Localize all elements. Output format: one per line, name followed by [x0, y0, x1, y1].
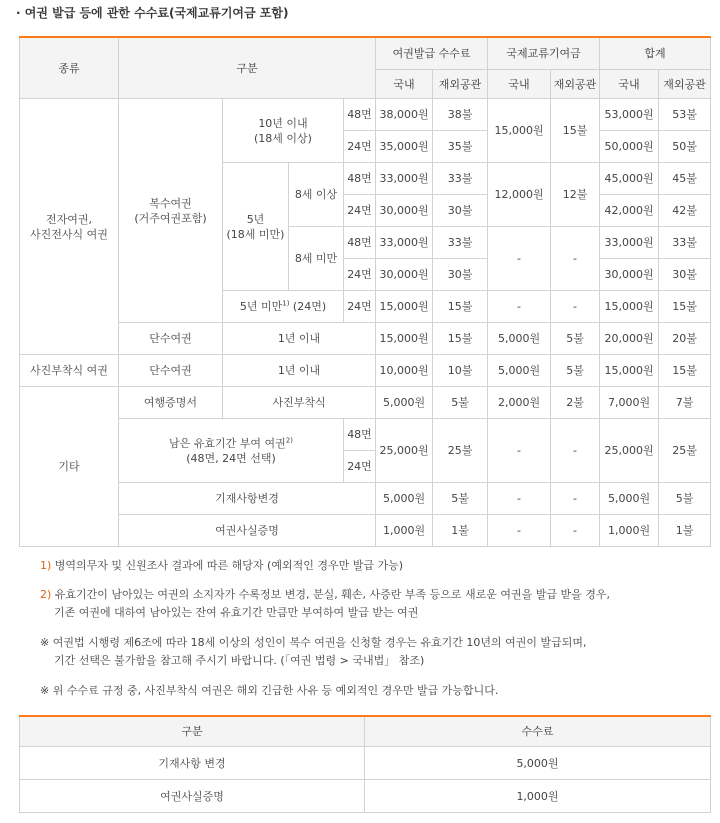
header-fee: 수수료: [365, 716, 711, 747]
header-overseas: 재외공관: [433, 70, 488, 99]
fee-cell: 33,000원: [600, 227, 659, 259]
dash-cell: -: [488, 483, 551, 515]
fee-cell: 53,000원: [600, 99, 659, 131]
header-row: [20, 37, 711, 70]
fee-cell: 25,000원: [376, 419, 433, 483]
fee-cell: 5불: [659, 483, 711, 515]
note-4: ※ 위 수수료 규정 중, 사진부착식 여권은 해외 긴급한 사유 등 예외적인 경우만 발급 가능합니다.: [40, 684, 499, 697]
fee-cell: 2,000원: [488, 387, 551, 419]
fee-cell: 35,000원: [376, 131, 433, 163]
table-row: [20, 355, 711, 387]
header-domestic: 국내: [600, 70, 659, 99]
table-row: [20, 387, 711, 419]
fact-cert-cell: 여권사실증명: [119, 515, 376, 547]
table-row: [20, 419, 711, 451]
fee-cell: 5,000원: [600, 483, 659, 515]
pages-cell: 48면: [344, 99, 376, 131]
fee-cell: 15,000원: [600, 355, 659, 387]
dash-cell: -: [551, 419, 600, 483]
fee-cell: 33,000원: [376, 227, 433, 259]
fee-cell: 50,000원: [600, 131, 659, 163]
header-row: [20, 716, 711, 747]
note-2: 2) 유효기간이 남아있는 여권의 소지자가 수록정보 변경, 분실, 훼손, 사증란 부족 등으로 새로운 여권을 발급 받을 경우, 기존 여권에 대하여 남아있는 잔여 유효기간 만큼만 부여하여 발급 받는 여권: [40, 588, 611, 619]
dash-cell: -: [488, 227, 551, 291]
age-cell: 8세 이상: [289, 163, 344, 227]
fee-cell: 7,000원: [600, 387, 659, 419]
fee-cell: 25불: [659, 419, 711, 483]
header-category: 구분: [119, 37, 376, 99]
fee-table: [19, 36, 711, 547]
fee-cell: 53불: [659, 99, 711, 131]
validity-5y: 5년 (18세 미만): [223, 163, 289, 291]
pages-cell: 24면: [344, 451, 376, 483]
header-type: 종류: [20, 37, 119, 99]
header-domestic: 국내: [376, 70, 433, 99]
fee-cell: 5불: [551, 355, 600, 387]
fee-cell: 38,000원: [376, 99, 433, 131]
pages-cell: 48면: [344, 419, 376, 451]
table-row: [20, 780, 711, 813]
table-row: [20, 323, 711, 355]
remaining-validity-passport: 남은 유효기간 부여 여권$^{2)}$ (48면, 24면 선택): [119, 419, 344, 483]
fee-cell: 50불: [659, 131, 711, 163]
fee-cell: 2불: [551, 387, 600, 419]
validity-1y: 1년 이내: [223, 323, 376, 355]
dash-cell: -: [551, 227, 600, 291]
fee-cell: 12,000원: [488, 163, 551, 227]
fee-cell: 35불: [433, 131, 488, 163]
fee-cell: 15,000원: [376, 291, 433, 323]
fee-cell: 30불: [659, 259, 711, 291]
fee-cell: 5,000원: [376, 387, 433, 419]
travel-certificate: 여행증명서: [119, 387, 223, 419]
fee-cell: 15불: [433, 323, 488, 355]
record-change-cell: 기재사항변경: [119, 483, 376, 515]
pages-cell: 24면: [344, 291, 376, 323]
dash-cell: -: [551, 483, 600, 515]
fee-cell: 30불: [433, 195, 488, 227]
fee-cell: 33,000원: [376, 163, 433, 195]
note-3: ※ 여권법 시행령 제6조에 따라 18세 이상의 성인이 복수 여권을 신청할 경우는 유효기간 10년의 여권이 발급되며, 기간 선택은 불가함을 참고해 주시기 바랍니다. (「여권 법령 > 국내법」 참조): [40, 636, 587, 667]
header-category: 구분: [20, 716, 365, 747]
fee-cell: 30,000원: [376, 259, 433, 291]
fee-cell: 33불: [433, 163, 488, 195]
fee-cell: 30,000원: [376, 195, 433, 227]
fee-cell: 33불: [659, 227, 711, 259]
single-passport: 단수여권: [119, 355, 223, 387]
validity-1y: 1년 이내: [223, 355, 376, 387]
validity-10y: 10년 이내 (18세 이상): [223, 99, 344, 163]
change-fee-table: [19, 715, 711, 813]
category-cell: 기재사항 변경: [20, 747, 365, 780]
fee-cell: 15,000원: [488, 99, 551, 163]
pages-cell: 24면: [344, 131, 376, 163]
dash-cell: -: [488, 419, 551, 483]
pages-cell: 24면: [344, 259, 376, 291]
fee-cell: 38불: [433, 99, 488, 131]
fee-cell: 15불: [433, 291, 488, 323]
fee-cell: 45불: [659, 163, 711, 195]
note-1: 1) 병역의무자 및 신원조사 결과에 따른 해당자 (예외적인 경우만 발급 가능): [40, 559, 404, 572]
dash-cell: -: [551, 515, 600, 547]
page-title: · 여권 발급 등에 관한 수수료(국제교류기여금 포함): [16, 6, 289, 20]
table-row: [20, 747, 711, 780]
fee-cell: 20불: [659, 323, 711, 355]
table-row: [20, 515, 711, 547]
photo-attach-cell: 사진부착식: [223, 387, 376, 419]
validity-under5: 5년 미만$^{1)}$ (24면): [223, 291, 344, 323]
fee-cell: 1,000원: [600, 515, 659, 547]
type-other: 기타: [20, 387, 119, 547]
fee-cell: 15불: [659, 355, 711, 387]
fee-cell: 15불: [551, 99, 600, 163]
fee-cell: 30,000원: [600, 259, 659, 291]
type-electronic: 전자여권, 사진전사식 여권: [20, 99, 119, 355]
multi-passport: 복수여권 (거주여권포함): [119, 99, 223, 323]
dash-cell: -: [488, 291, 551, 323]
fee-cell: 1불: [433, 515, 488, 547]
fee-cell: 5,000원: [488, 323, 551, 355]
fee-cell: 1,000원: [376, 515, 433, 547]
header-domestic: 국내: [488, 70, 551, 99]
fee-cell: 45,000원: [600, 163, 659, 195]
fee-cell: 42,000원: [600, 195, 659, 227]
fee-cell: 30불: [433, 259, 488, 291]
fee-cell: 15,000원: [600, 291, 659, 323]
fee-cell: 15불: [659, 291, 711, 323]
fee-cell: 5,000원: [376, 483, 433, 515]
fee-cell: 25불: [433, 419, 488, 483]
fee-cell: 5,000원: [365, 747, 711, 780]
header-overseas: 재외공관: [551, 70, 600, 99]
table-row: [20, 99, 711, 131]
pages-cell: 24면: [344, 195, 376, 227]
fee-cell: 1,000원: [365, 780, 711, 813]
age-cell: 8세 미만: [289, 227, 344, 291]
fee-cell: 20,000원: [600, 323, 659, 355]
dash-cell: -: [488, 515, 551, 547]
fee-cell: 1불: [659, 515, 711, 547]
header-contribution: 국제교류기여금: [488, 37, 600, 70]
pages-cell: 48면: [344, 227, 376, 259]
fee-cell: 5불: [433, 387, 488, 419]
fee-cell: 33불: [433, 227, 488, 259]
single-passport: 단수여권: [119, 323, 223, 355]
fee-cell: 10,000원: [376, 355, 433, 387]
fee-cell: 5,000원: [488, 355, 551, 387]
fee-cell: 25,000원: [600, 419, 659, 483]
header-overseas: 재외공관: [659, 70, 711, 99]
table-row: [20, 483, 711, 515]
type-photo-attached: 사진부착식 여권: [20, 355, 119, 387]
fee-cell: 42불: [659, 195, 711, 227]
header-issue-fee: 여권발급 수수료: [376, 37, 488, 70]
fee-cell: 5불: [551, 323, 600, 355]
header-total: 합계: [600, 37, 711, 70]
category-cell: 여권사실증명: [20, 780, 365, 813]
fee-cell: 12불: [551, 163, 600, 227]
fee-cell: 7불: [659, 387, 711, 419]
fee-cell: 5불: [433, 483, 488, 515]
pages-cell: 48면: [344, 163, 376, 195]
fee-cell: 10불: [433, 355, 488, 387]
fee-cell: 15,000원: [376, 323, 433, 355]
dash-cell: -: [551, 291, 600, 323]
